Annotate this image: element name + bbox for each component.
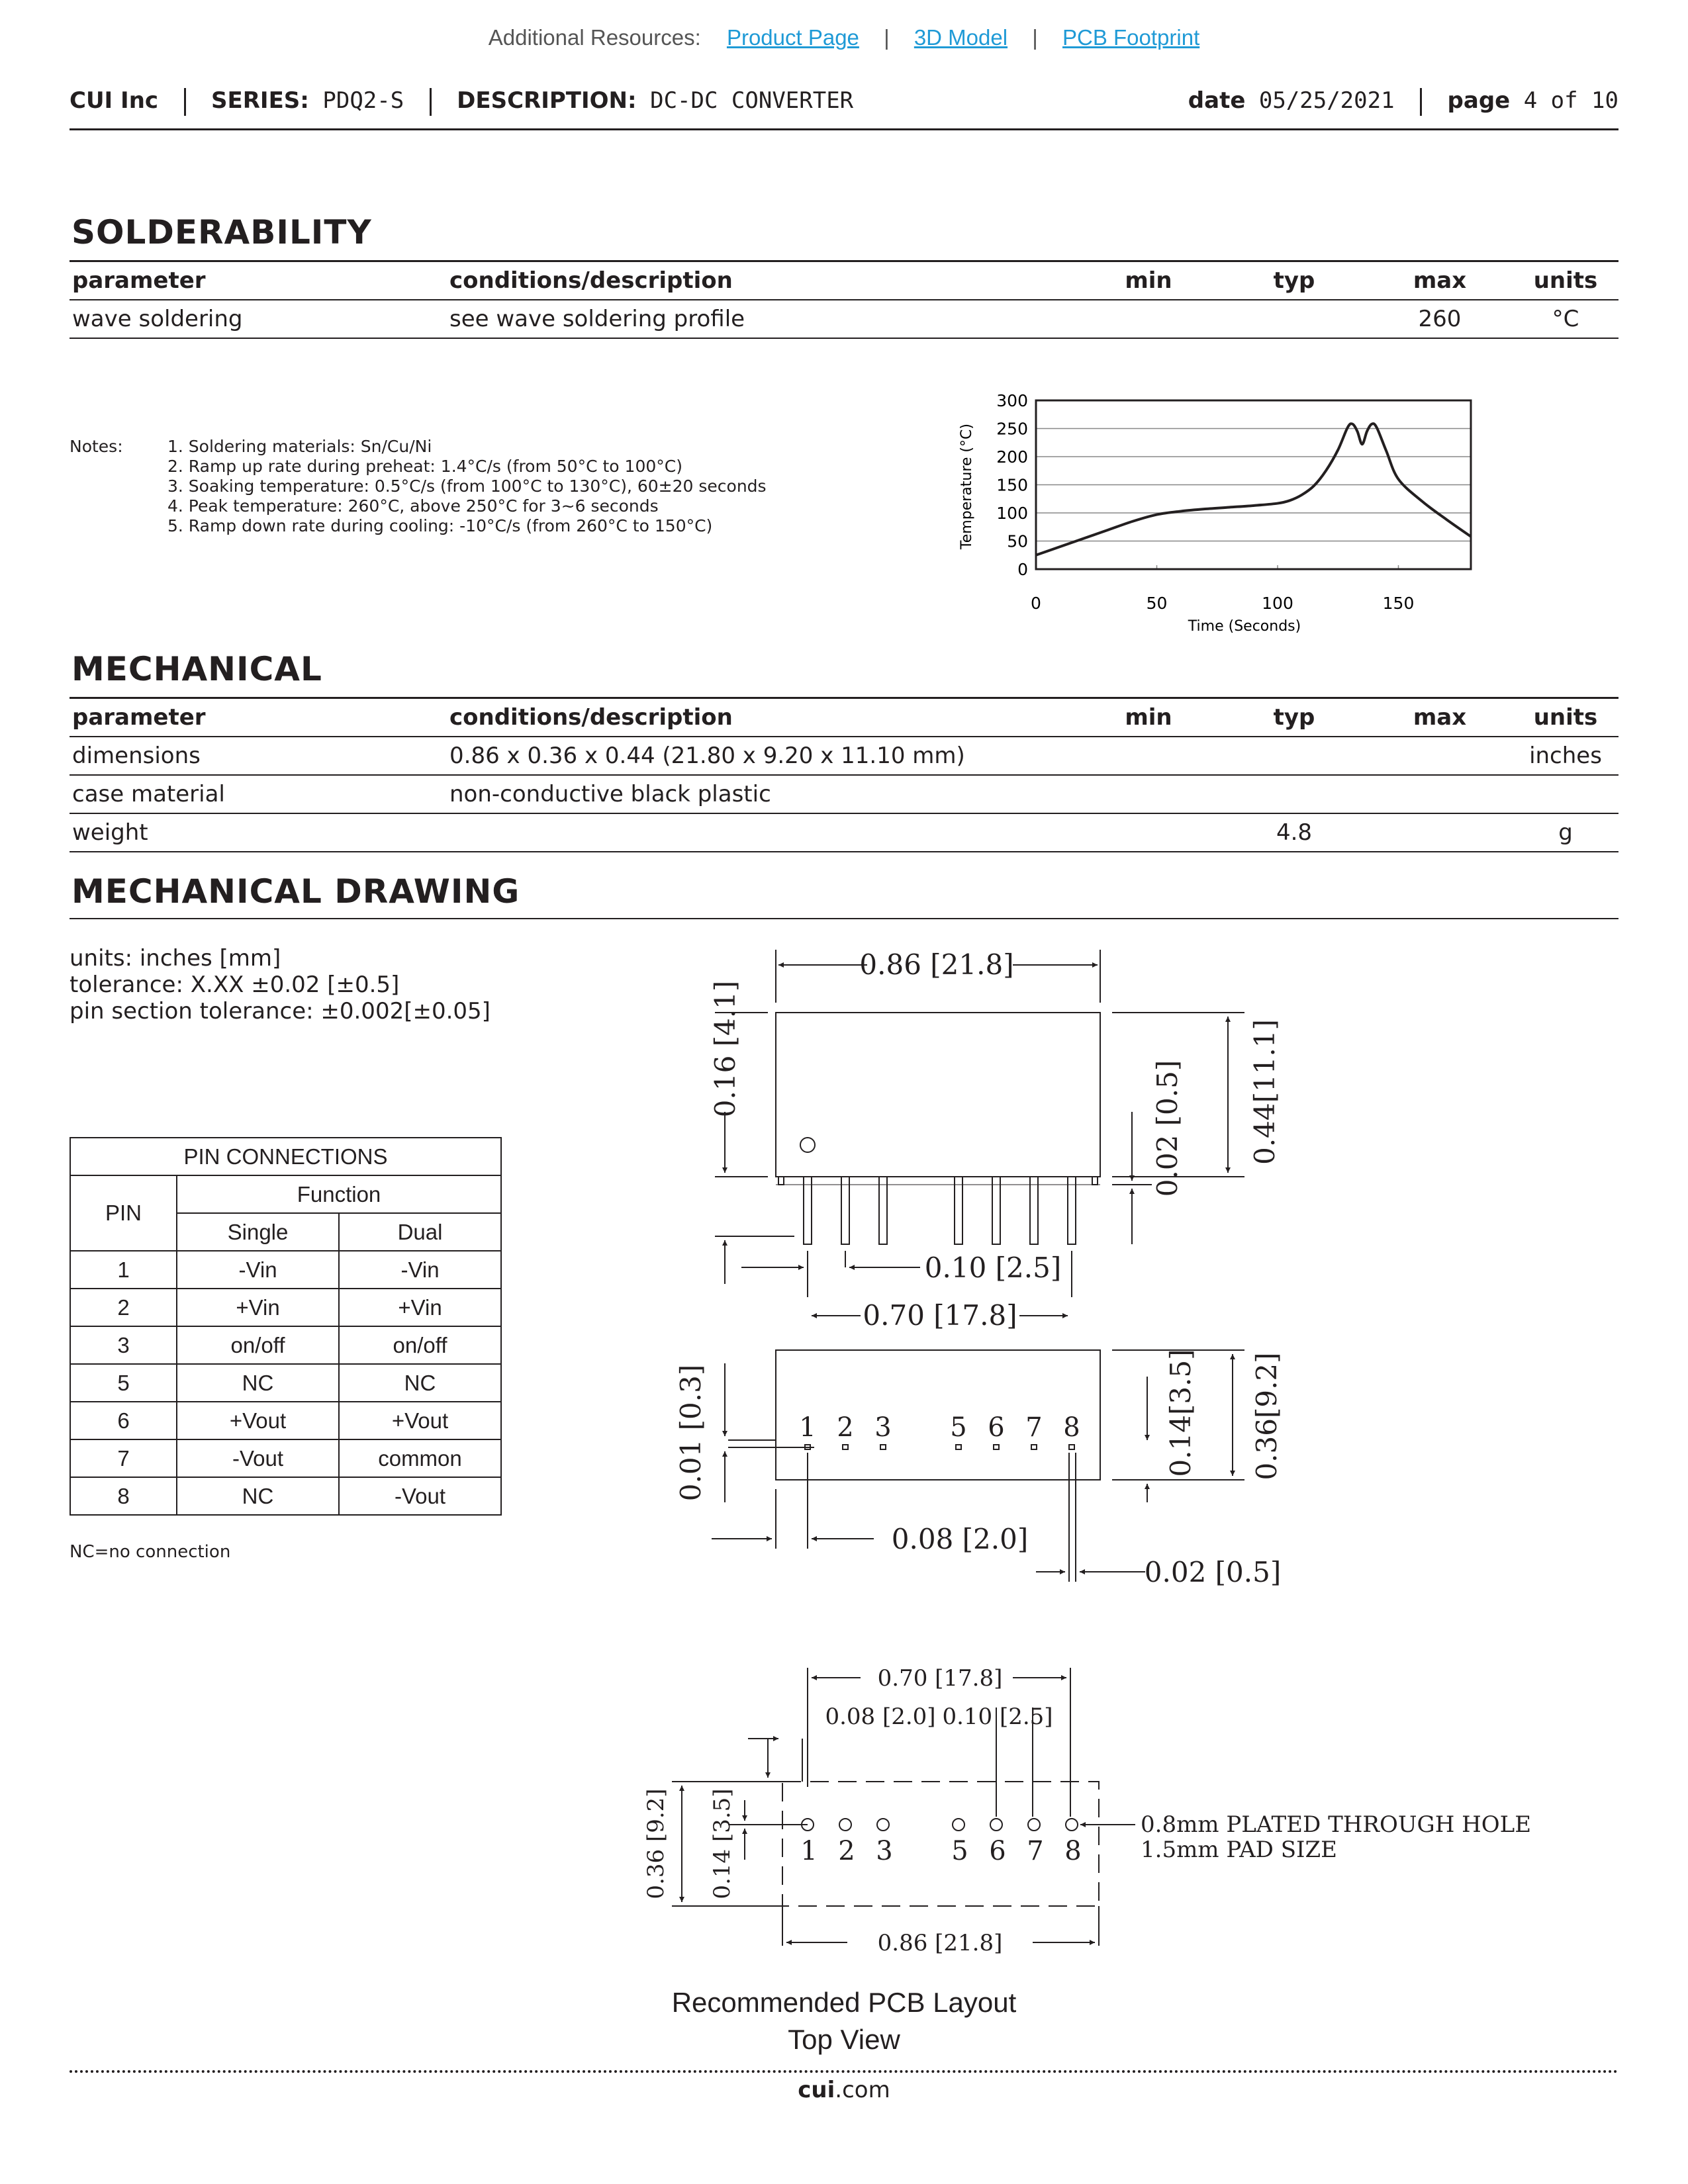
pin — [992, 1177, 1000, 1244]
page-label: page — [1447, 87, 1511, 114]
cell: 4.8 — [1221, 813, 1367, 852]
pcb-dim-depth: 0.36 [9.2] — [643, 1788, 669, 1899]
x-tick-label: 100 — [1262, 594, 1293, 613]
y-tick-label: 250 — [996, 419, 1028, 439]
company-name: CUI Inc — [70, 87, 159, 114]
cell: +Vout — [339, 1402, 501, 1439]
pcb-dim-row-offset: 0.14 [3.5] — [709, 1788, 735, 1899]
pcb-caption-subtitle: Top View — [788, 2024, 900, 2055]
pin-label: 7 — [1027, 1836, 1044, 1866]
dual-header: Dual — [339, 1213, 501, 1251]
units-line: units: inches [mm] — [70, 945, 281, 972]
date-value: 05/25/2021 — [1258, 87, 1395, 114]
pin-tolerance-line: pin section tolerance: ±0.002[±0.05] — [70, 998, 491, 1024]
col-conditions: conditions/description — [447, 698, 1076, 737]
cell: 6 — [70, 1402, 177, 1439]
pcb-footprint-link[interactable]: PCB Footprint — [1062, 25, 1200, 50]
y-tick-label: 150 — [996, 475, 1028, 495]
dim-pin-width: 0.02 [0.5] — [1144, 1556, 1282, 1588]
pin-table-title: PIN CONNECTIONS — [70, 1138, 501, 1175]
chart-grid — [1036, 429, 1471, 570]
pin-pad — [843, 1445, 848, 1449]
header-rule — [70, 128, 1618, 130]
pin1-marker — [800, 1138, 815, 1152]
pcb-hole-note: 0.8mm PLATED THROUGH HOLE — [1141, 1811, 1532, 1838]
col-conditions: conditions/description — [447, 261, 1076, 300]
dim-pin-len: 0.02 [0.5] — [1151, 1060, 1184, 1197]
pcb-dim-width: 0.86 [21.8] — [877, 1930, 1003, 1956]
col-min: min — [1076, 698, 1221, 737]
dim-edge: 0.08 [2.0] — [891, 1523, 1029, 1555]
pin-pad — [1031, 1445, 1037, 1449]
pcb-hole — [990, 1819, 1002, 1831]
notes-label: Notes: — [70, 437, 123, 456]
table-header-row — [70, 261, 1618, 300]
series-line — [1036, 424, 1471, 555]
pin-pad — [956, 1445, 961, 1449]
pin-label: 2 — [838, 1836, 855, 1866]
pin-label: 3 — [876, 1836, 893, 1866]
pin-label: 2 — [837, 1412, 854, 1443]
pin — [955, 1177, 962, 1244]
product-page-link[interactable]: Product Page — [726, 25, 859, 50]
note-item: 3. Soaking temperature: 0.5°C/s (from 100°C to 130°C), 60±20 seconds — [167, 477, 767, 496]
mechanical-drawing — [0, 927, 1688, 1588]
cell — [1367, 737, 1513, 775]
pin-label: 7 — [1025, 1412, 1043, 1443]
cell: 0.86 x 0.36 x 0.44 (21.80 x 9.20 x 11.10 mm) — [447, 737, 1076, 775]
pin-header: PIN — [70, 1175, 177, 1251]
bottom-view-body — [776, 1350, 1100, 1480]
footer — [0, 2077, 1688, 2103]
pcb-hole — [839, 1819, 851, 1831]
section-title-mechanical: MECHANICAL — [71, 650, 322, 688]
cell: 8 — [70, 1477, 177, 1515]
nc-note: NC=no connection — [70, 1542, 231, 1562]
pin-label: 6 — [988, 1412, 1005, 1443]
header-right — [1188, 87, 1618, 116]
standoff — [778, 1177, 784, 1185]
cell: +Vout — [177, 1402, 339, 1439]
pin-pad — [1069, 1445, 1074, 1449]
section-rule — [70, 918, 1618, 919]
resources-label: Additional Resources: — [488, 25, 701, 50]
table-header-row — [70, 698, 1618, 737]
note-item: 4. Peak temperature: 260°C, above 250°C for 3~6 seconds — [167, 496, 659, 516]
pcb-hole — [1028, 1819, 1040, 1831]
additional-resources — [0, 25, 1688, 50]
pcb-dim-pitch: 0.10 [2.5] — [942, 1704, 1053, 1730]
dim-total-height: 0.44[11.1] — [1248, 1019, 1281, 1165]
cell: weight — [70, 813, 447, 852]
pin-label: 8 — [1064, 1836, 1082, 1866]
cell: +Vin — [339, 1289, 501, 1326]
cell: NC — [177, 1477, 339, 1515]
col-units: units — [1513, 698, 1618, 737]
dim-pin-offset: 0.01 [0.3] — [675, 1364, 707, 1502]
pin-label: 1 — [800, 1836, 818, 1866]
pin-pad — [880, 1445, 886, 1449]
table-row — [70, 300, 1618, 338]
pin-label: 5 — [950, 1412, 967, 1443]
note-item: 5. Ramp down rate during cooling: -10°C/s (from 260°C to 150°C) — [167, 516, 713, 535]
table-row — [70, 813, 1618, 852]
section-title-solderability: SOLDERABILITY — [71, 213, 372, 251]
description-value: DC-DC CONVERTER — [650, 87, 854, 114]
divider — [1420, 88, 1422, 116]
cell — [1367, 775, 1513, 813]
y-tick-labels — [996, 391, 1028, 579]
standoff — [1092, 1177, 1098, 1185]
col-max: max — [1367, 698, 1513, 737]
col-parameter: parameter — [70, 261, 447, 300]
cell — [447, 813, 1076, 852]
pin — [1030, 1177, 1038, 1244]
y-tick-label: 300 — [996, 391, 1028, 410]
cell — [1221, 737, 1367, 775]
function-header: Function — [177, 1175, 501, 1213]
footer-domain: .com — [835, 2077, 890, 2103]
x-tick-labels — [1031, 594, 1414, 613]
col-units: units — [1513, 261, 1618, 300]
series-label: SERIES: — [211, 87, 309, 114]
cell — [1221, 775, 1367, 813]
pin-label: 1 — [799, 1412, 816, 1443]
dim-width: 0.86 [21.8] — [859, 948, 1014, 981]
y-tick-label: 0 — [1017, 560, 1028, 579]
cell — [1221, 300, 1367, 338]
pin-label: 6 — [989, 1836, 1006, 1866]
col-typ: typ — [1221, 261, 1367, 300]
cell: 1 — [70, 1251, 177, 1289]
cell: common — [339, 1439, 501, 1477]
col-typ: typ — [1221, 698, 1367, 737]
single-header: Single — [177, 1213, 339, 1251]
cell: 7 — [70, 1439, 177, 1477]
pin — [804, 1177, 812, 1244]
x-tick-label: 150 — [1382, 594, 1415, 613]
cell: -Vin — [339, 1251, 501, 1289]
y-tick-label: 50 — [1007, 531, 1028, 551]
dim-height-top: 0.16 [4.1] — [709, 980, 741, 1118]
cell: NC — [177, 1364, 339, 1402]
pin — [841, 1177, 849, 1244]
pcb-hole — [877, 1819, 889, 1831]
cell — [1076, 300, 1221, 338]
cell: °C — [1513, 300, 1618, 338]
pcb-caption-title: Recommended PCB Layout — [671, 1987, 1017, 2018]
series-value: PDQ2-S — [322, 87, 404, 114]
page-value: 4 of 10 — [1523, 87, 1618, 114]
col-parameter: parameter — [70, 698, 447, 737]
solderability-table — [70, 260, 1618, 339]
note-item: 2. Ramp up rate during preheat: 1.4°C/s (from 50°C to 100°C) — [167, 457, 682, 476]
pin-label: 5 — [951, 1836, 968, 1866]
y-axis-label: Temperature (°C) — [959, 424, 975, 549]
pcb-outline — [782, 1782, 1099, 1906]
cell: 2 — [70, 1289, 177, 1326]
table-row — [70, 737, 1618, 775]
col-max: max — [1367, 261, 1513, 300]
separator: | — [884, 25, 890, 50]
pcb-hole — [953, 1819, 964, 1831]
cell: 3 — [70, 1326, 177, 1364]
cell: see wave soldering profile — [447, 300, 1076, 338]
cell: NC — [339, 1364, 501, 1402]
cell: -Vin — [177, 1251, 339, 1289]
y-tick-label: 100 — [996, 504, 1028, 523]
col-min: min — [1076, 261, 1221, 300]
cell: g — [1513, 813, 1618, 852]
note-item: 1. Soldering materials: Sn/Cu/Ni — [167, 437, 432, 456]
table-row — [70, 775, 1618, 813]
cell: 260 — [1367, 300, 1513, 338]
cell — [1076, 775, 1221, 813]
description-label: DESCRIPTION: — [457, 87, 637, 114]
cell: on/off — [339, 1326, 501, 1364]
notes-list — [167, 437, 896, 536]
side-view-body — [776, 1013, 1100, 1177]
cell: non-conductive black plastic — [447, 775, 1076, 813]
pcb-dim-span: 0.70 [17.8] — [877, 1665, 1003, 1692]
section-title-mechanical-drawing: MECHANICAL DRAWING — [71, 872, 520, 911]
cell: 5 — [70, 1364, 177, 1402]
pcb-dim-edge: 0.08 [2.0] — [825, 1704, 936, 1730]
cell: -Vout — [177, 1439, 339, 1477]
cell: on/off — [177, 1326, 339, 1364]
pcb-pad-note: 1.5mm PAD SIZE — [1141, 1837, 1337, 1863]
mechanical-table — [70, 697, 1618, 852]
pcb-hole — [1066, 1819, 1078, 1831]
cell: wave soldering — [70, 300, 447, 338]
x-tick-label: 0 — [1031, 594, 1041, 613]
pcb-layout-drawing — [0, 1641, 1688, 1985]
3d-model-link[interactable]: 3D Model — [914, 25, 1008, 50]
dim-pitch: 0.10 [2.5] — [924, 1251, 1062, 1284]
separator: | — [1032, 25, 1038, 50]
cell: +Vin — [177, 1289, 339, 1326]
pin — [1068, 1177, 1076, 1244]
pin — [879, 1177, 887, 1244]
x-axis-label: Time (Seconds) — [1188, 618, 1301, 635]
cell: -Vout — [339, 1477, 501, 1515]
footer-brand[interactable]: cui — [798, 2077, 835, 2103]
cell: case material — [70, 775, 447, 813]
divider — [184, 88, 186, 116]
dim-row-offset: 0.14[3.5] — [1164, 1349, 1197, 1477]
soldering-profile-chart — [953, 381, 1496, 645]
cell: dimensions — [70, 737, 447, 775]
tolerance-line: tolerance: X.XX ±0.02 [±0.5] — [70, 972, 400, 998]
y-tick-label: 200 — [996, 447, 1028, 467]
cell: inches — [1513, 737, 1618, 775]
cell — [1367, 813, 1513, 852]
footer-rule — [70, 2070, 1618, 2073]
pin-label: 3 — [874, 1412, 892, 1443]
dim-span: 0.70 [17.8] — [863, 1299, 1017, 1332]
divider — [430, 88, 432, 116]
dim-depth: 0.36[9.2] — [1250, 1352, 1283, 1480]
date-label: date — [1188, 87, 1246, 114]
cell — [1076, 813, 1221, 852]
cell — [1076, 737, 1221, 775]
pin-pad — [994, 1445, 999, 1449]
cell — [1513, 775, 1618, 813]
x-tick-label: 50 — [1146, 594, 1168, 613]
page-header — [70, 87, 1618, 116]
pin-label: 8 — [1063, 1412, 1080, 1443]
